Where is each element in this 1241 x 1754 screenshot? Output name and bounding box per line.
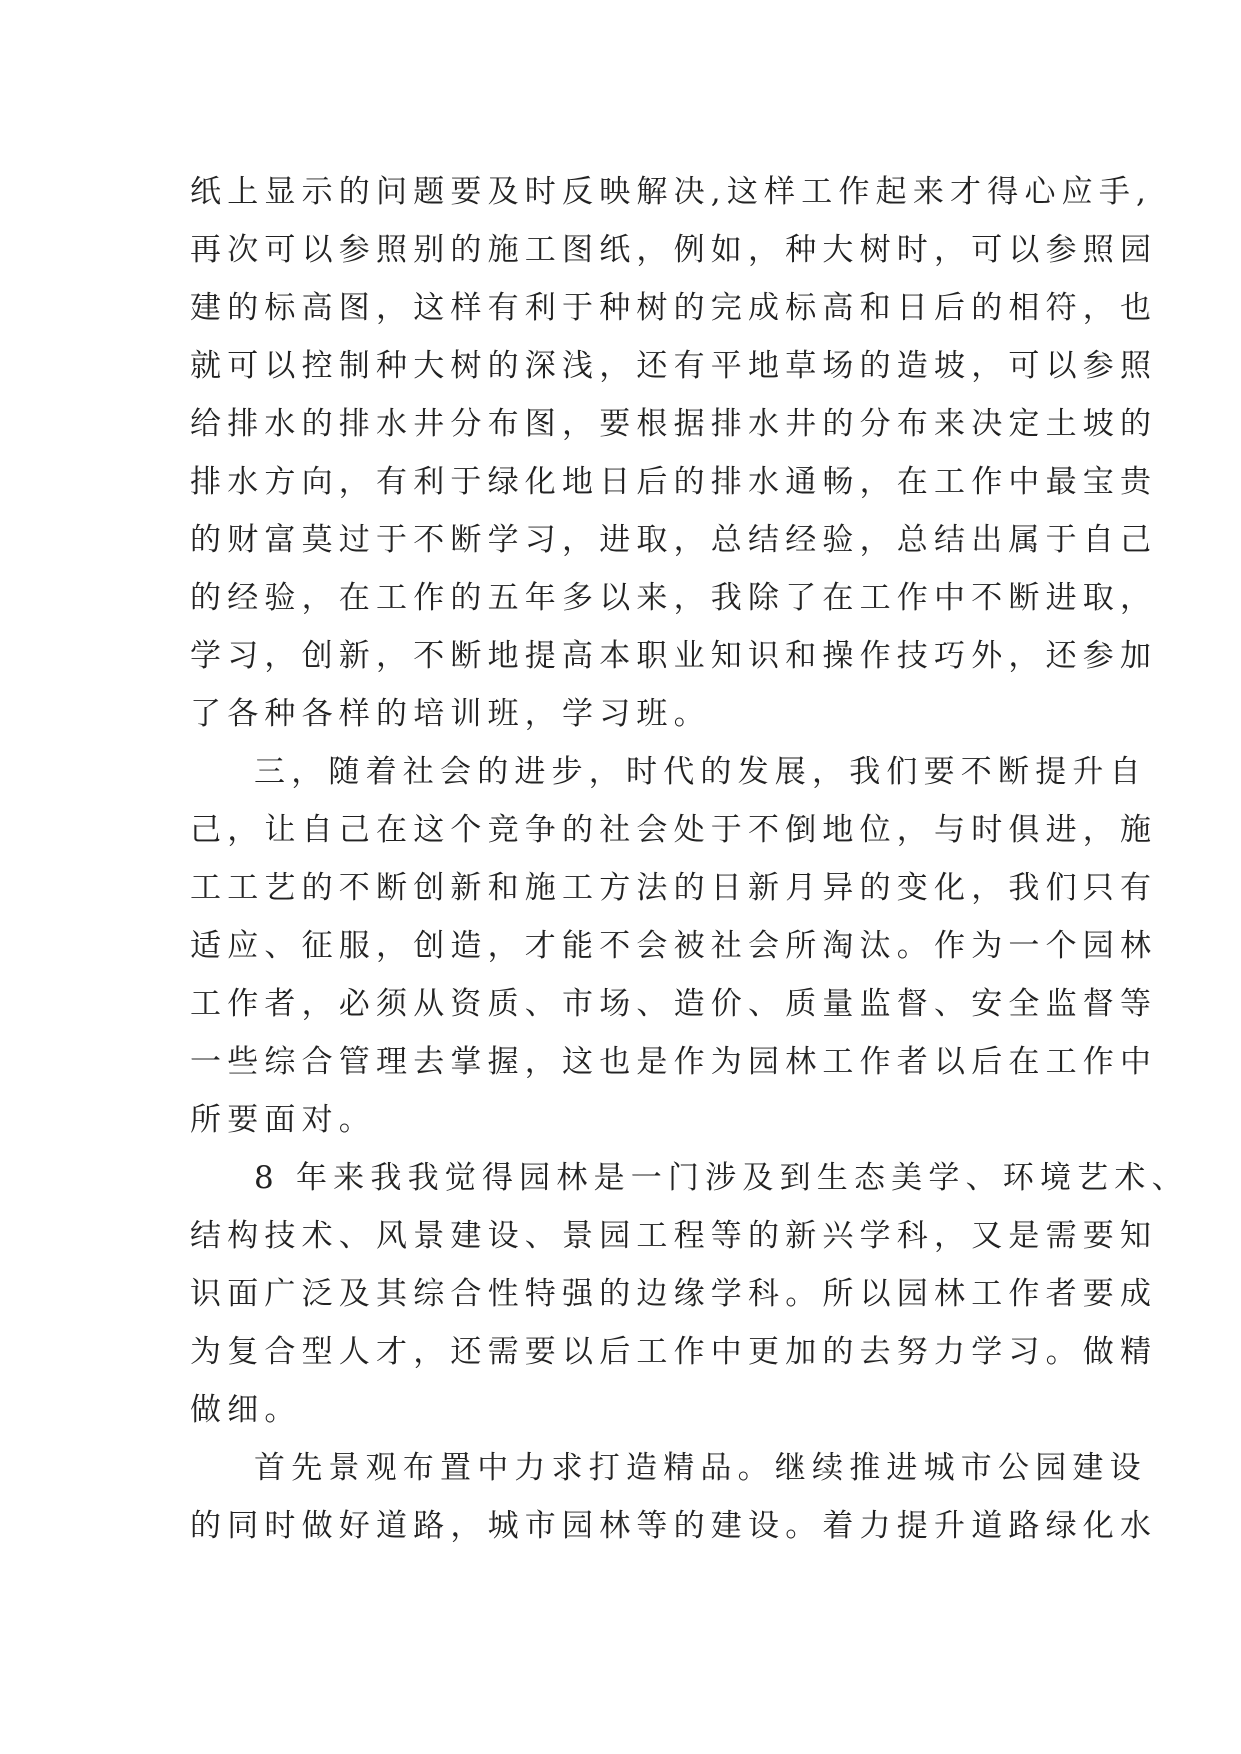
text-line: 再次可以参照别的施工图纸，例如，种大树时，可以参照园 <box>190 232 1158 268</box>
text-line: 为复合型人才，还需要以后工作中更加的去努力学习。做精 <box>190 1334 1158 1370</box>
text-line: 做细。 <box>190 1392 302 1428</box>
text-line: 纸上显示的问题要及时反映解决,这样工作起来才得心应手, <box>190 174 1153 210</box>
text-line: 了各种各样的培训班，学习班。 <box>190 696 711 732</box>
text-line: 的同时做好道路，城市园林等的建设。着力提升道路绿化水 <box>190 1508 1158 1544</box>
text-line: 识面广泛及其综合性特强的边缘学科。所以园林工作者要成 <box>190 1276 1158 1312</box>
text-line: 己，让自己在这个竞争的社会处于不倒地位，与时俱进，施 <box>190 812 1158 848</box>
text-line: 排水方向，有利于绿化地日后的排水通畅，在工作中最宝贵 <box>190 464 1158 500</box>
text-line: 给排水的排水井分布图，要根据排水井的分布来决定土坡的 <box>190 406 1158 442</box>
text-line: 工作者，必须从资质、市场、造价、质量监督、安全监督等 <box>190 986 1158 1022</box>
text-line: 建的标高图，这样有利于种树的完成标高和日后的相符，也 <box>190 290 1158 326</box>
text-line: 的财富莫过于不断学习，进取，总结经验，总结出属于自己 <box>190 522 1158 558</box>
body-text <box>190 163 1189 1555</box>
text-line: 适应、征服，创造，才能不会被社会所淘汰。作为一个园林 <box>190 928 1158 964</box>
text-line: 所要面对。 <box>190 1102 376 1138</box>
text-line: 一些综合管理去掌握，这也是作为园林工作者以后在工作中 <box>190 1044 1158 1080</box>
text-line: 工工艺的不断创新和施工方法的日新月异的变化，我们只有 <box>190 870 1158 906</box>
paragraph-start-line: 三，随着社会的进步，时代的发展，我们要不断提升自 <box>254 754 1147 790</box>
paragraph-start-line: 8 年来我我觉得园林是一门涉及到生态美学、环境艺术、 <box>254 1160 1189 1196</box>
text-line: 学习，创新，不断地提高本职业知识和操作技巧外，还参加 <box>190 638 1158 674</box>
paragraph-start-line: 首先景观布置中力求打造精品。继续推进城市公园建设 <box>254 1450 1147 1486</box>
text-line: 结构技术、风景建设、景园工程等的新兴学科，又是需要知 <box>190 1218 1158 1254</box>
text-line: 就可以控制种大树的深浅，还有平地草场的造坡，可以参照 <box>190 348 1158 384</box>
text-line: 的经验，在工作的五年多以来，我除了在工作中不断进取， <box>190 580 1158 616</box>
